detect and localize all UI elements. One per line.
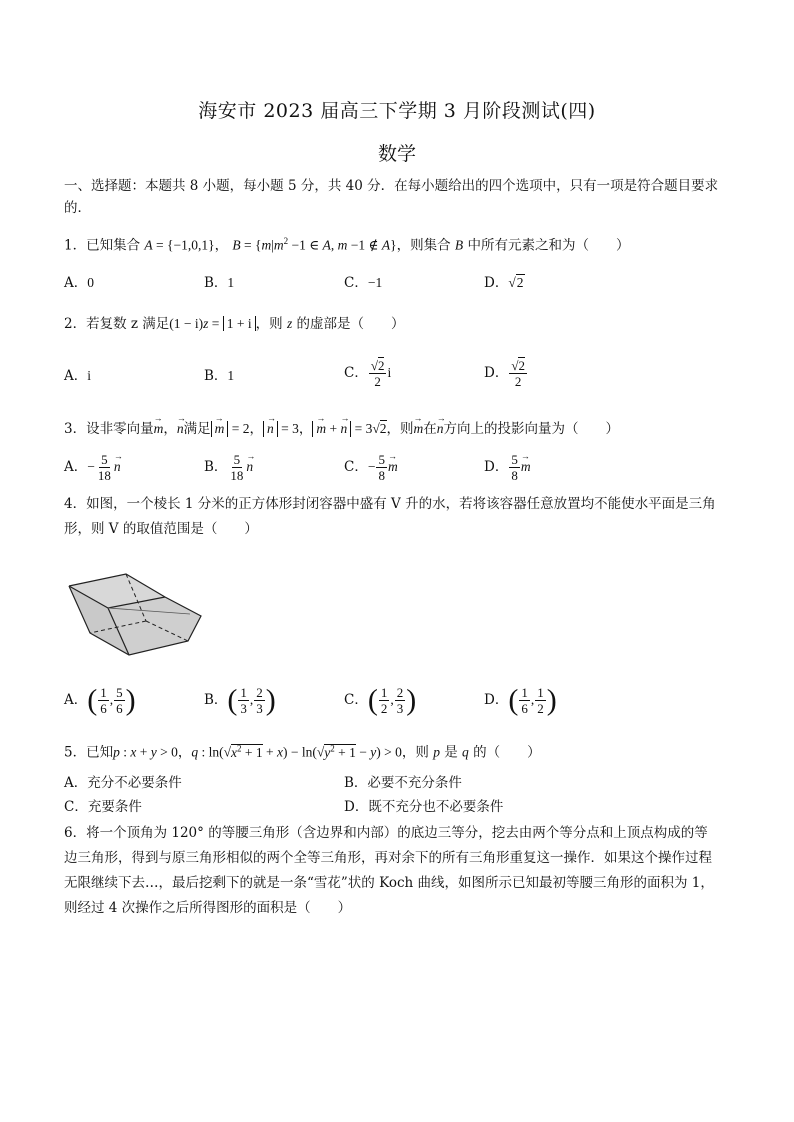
q5-option-c[interactable]: C．充要条件 — [64, 799, 142, 815]
q1-set-a: A — [144, 237, 153, 253]
q4-option-a[interactable]: A．( $\frac{1}{6}$ , $\frac{5}{6}$ ) — [64, 683, 136, 717]
q2-prefix: 2．若复数 z 满足 — [64, 316, 170, 332]
q2-option-c[interactable]: C． $\frac{√2}{2}$ i — [344, 358, 392, 389]
q1-option-a[interactable]: A．0 — [64, 275, 94, 291]
cube-figure — [66, 573, 211, 658]
question-4-line2: 形，则 V 的取值范围是（ ） — [64, 521, 258, 537]
q2-option-a[interactable]: A．i — [64, 368, 92, 384]
q5-prefix: 5．已知 — [64, 744, 114, 761]
question-6-line1: 6．将一个顶角为 120° 的等腰三角形（含边界和内部）的底边三等分，挖去由两个等分点和上顶点构成的等 — [64, 825, 708, 841]
q4-option-b[interactable]: B．( $\frac{1}{3}$ , $\frac{2}{3}$ ) — [204, 683, 276, 717]
q1-prefix: 1．已知集合 — [64, 237, 141, 254]
q5-option-d[interactable]: D．既不充分也不必要条件 — [344, 799, 504, 815]
question-5: 5．已知p : x + y > 0，q : $\ln(√x^2 + 1 + x) - \ln(√y^2 + 1 - y) > 0$，则 p 是 q 的（ ） — [64, 743, 541, 761]
q3-option-d[interactable]: D． $\frac{5}{8}$ → m — [484, 452, 531, 483]
q4-option-d[interactable]: D．( $\frac{1}{6}$ , $\frac{1}{2}$ ) — [484, 683, 557, 717]
q3-option-b[interactable]: B． $\frac{5}{18}$ → n — [204, 452, 253, 483]
subject-title: 数学 — [377, 143, 416, 165]
question-6-line4: 则经过 4 次操作之后所得图形的面积是（ ） — [64, 900, 352, 916]
q3-option-a[interactable]: A．− $\frac{5}{18}$ → n — [64, 452, 121, 483]
question-4-line1: 4．如图，一个棱长 1 分米的正方体形封闭容器中盛有 V 升的水，若将该容器任意放置均不能使水平面是三角 — [64, 496, 716, 512]
q5-option-b[interactable]: B．必要不充分条件 — [344, 775, 462, 791]
question-2: 2．若复数 z 满足(1 − i)z = 1 + i ，则 z 的虚部是（ ） — [64, 316, 405, 332]
section-heading-cont: 的． — [64, 200, 91, 216]
q1-option-c[interactable]: C．−1 — [344, 275, 383, 291]
q2-option-d[interactable]: D． $\frac{√2}{2}$ — [484, 358, 525, 389]
q2-option-b[interactable]: B．1 — [204, 368, 235, 384]
q1-option-b[interactable]: B．1 — [204, 275, 235, 291]
question-6-line2: 边三角形，得到与原三角形相似的两个全等三角形，再对余下的所有三角形重复这一操作．如果这个操作过程 — [64, 850, 712, 866]
q5-option-a[interactable]: A．充分不必要条件 — [64, 775, 182, 791]
question-3: 3．设非零向量→ m，→ n满足→ m = 2，→ n = 3，→ m + → n = 3√2，则→ m在→ n方向上的投影向量为（ ） — [64, 418, 619, 440]
section-heading: 一、选择题：本题共 8 小题，每小题 5 分，共 40 分．在每小题给出的四个选项中，只有一项是符合题目要求 — [64, 178, 719, 194]
question-6-line3: 无限继续下去…，最后挖剩下的就是一条“雪花”状的 Koch 曲线，如图所示已知最初等腰三角形的面积为 1， — [64, 875, 714, 891]
q3-prefix: 3．设非零向量 — [64, 421, 154, 437]
question-1: 1．已知集合 A = {−1,0,1}， $B = \{m|m^2 -1$ ∈ A, m −1 ∉ A}，则集合 B 中所有元素之和为（ ） — [64, 236, 630, 254]
q3-option-c[interactable]: C．− $\frac{5}{8}$ → m — [344, 452, 398, 483]
q1-option-d[interactable]: D．√2 — [484, 275, 524, 291]
q4-option-c[interactable]: C．( $\frac{1}{2}$ , $\frac{2}{3}$ ) — [344, 683, 417, 717]
exam-title: 海安市 2023 届高三下学期 3 月阶段测试(四) — [198, 100, 596, 122]
